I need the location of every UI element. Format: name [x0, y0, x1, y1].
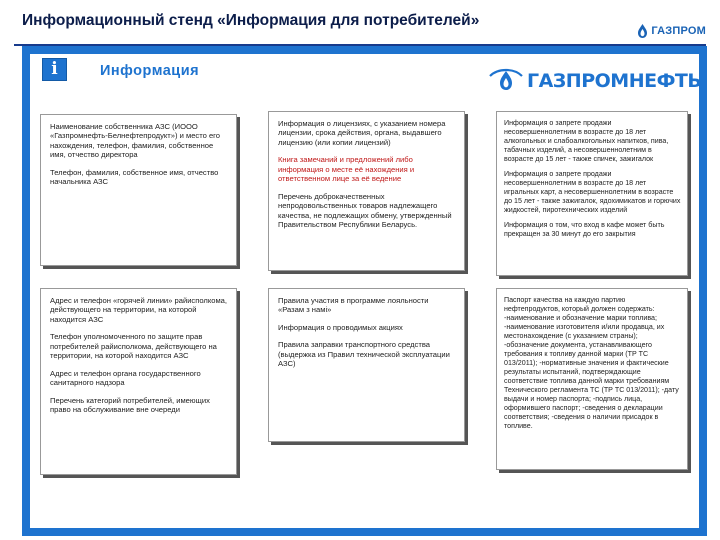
sanitary-authority-text: Адрес и телефон органа государственного санитарного надзора	[50, 368, 201, 388]
flame-icon	[637, 24, 648, 38]
gazpromneft-logo-text: ГАЗПРОМНЕФТЬ	[527, 70, 702, 92]
licenses-text: Информация о лицензиях, с указанием номера лицензии, срока действия, органа, выдавшего лицензию (или копии лицензий)	[278, 119, 446, 147]
card-loyalty-program	[268, 288, 465, 442]
page-title: Информационный стенд «Информация для потребителей»	[22, 12, 480, 29]
priority-service-text: Перечень категорий потребителей, имеющих право на обслуживание вне очереди	[50, 395, 210, 415]
gazpromneft-logo	[488, 68, 701, 94]
info-icon: i	[42, 58, 67, 81]
consumer-rights-phone-text: Телефон уполномоченного по защите прав потребителей райисполкома, действующего на территории, на которой находится АЗС	[50, 332, 217, 361]
card-quality-passport	[496, 288, 688, 470]
non-exchangeable-goods-text: Перечень доброкачественных непродовольственных товаров надлежащего качества, не подлежащих обмену, утвержденный Правительством Республики Беларусь.	[278, 191, 452, 230]
loyalty-rules-text: Правила участия в программе лояльности «Разам з намі»	[278, 296, 429, 315]
complaints-book-text: Книга замечаний и предложений либо информация о месте её нахождения и ответственном лице за её ведение	[278, 155, 415, 184]
stand-header-label: Информация	[100, 63, 200, 79]
stand-inner-panel	[30, 54, 702, 528]
station-manager-text: Телефон, фамилия, собственное имя, отчество начальника АЗС	[50, 167, 219, 187]
alcohol-restriction-text: Информация о запрете продажи несовершеннолетним в возрасте до 18 лет алкогольных и слабоалкогольных напитков, пива, табачных изделий, а несовершеннолетним в возрасте до 15 лет - также спичек, зажигалок	[504, 119, 669, 163]
promotions-text: Информация о проводимых акциях	[278, 322, 403, 332]
top-logo-text: ГАЗПРОМ	[651, 25, 706, 37]
card-licenses	[268, 111, 465, 271]
card-hotlines	[40, 288, 237, 475]
cards-restriction-text: Информация о запрете продажи несовершеннолетним в возрасте до 18 лет игральных карт, а несовершеннолетним в возрасте до 15 лет - также зажигалок, ядохимикатов и горючих жидкостей, пиротехнических изделий	[504, 170, 681, 214]
card-owner-info	[40, 114, 237, 266]
cafe-closing-text: Информация о том, что вход в кафе может быть прекращен за 30 минут до его закрытия	[504, 221, 665, 238]
owner-details-text: Наименование собственника АЗС (ИООО «Газпромнефть-Белнефтепродукт») и место его нахождения, телефон, фамилия, собственное имя, отчество директора	[50, 122, 221, 160]
quality-passport-text: Паспорт качества на каждую партию нефтепродуктов, который должен содержать: -наименование и обозначение марки топлива; -наименование изготовителя и/или продавца, их местонахождение (с указанием страны); -обозначение документа, устанавливающего требования к топливу данной марки (ТР ТС 013/2011); -нормативные значения и фактические результаты испытаний, подтверждающие соответствие топлива данной марки требованиям Технического регламента ТС (ТР ТС 013/2011); -дату выдачи и номер паспорта; -подпись лица, оформившего паспорт; -сведения о декларации соответствия; -сведения о наличии присадок в топливе.	[504, 296, 679, 430]
card-sales-restrictions	[496, 111, 688, 276]
gazpromneft-emblem-icon	[488, 68, 524, 94]
top-gazprom-logo	[637, 24, 706, 38]
refueling-rules-text: Правила заправки транспортного средства (выдержка из Правил технической эксплуатации АЗС)	[278, 340, 450, 369]
info-stand	[22, 46, 707, 536]
hotline-text: Адрес и телефон «горячей линии» райисполкома, действующего на территории, на которой находится АЗС	[50, 296, 228, 324]
